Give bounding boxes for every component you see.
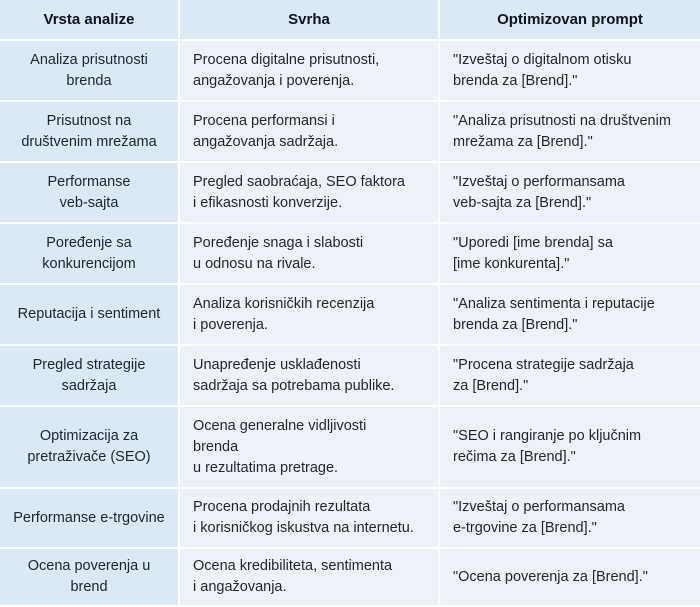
cell-type — [0, 102, 178, 161]
type-text: Ocena poverenja u brend — [27, 558, 151, 595]
purpose-text: Procena prodajnih rezultata i korisničkog iskustva na internetu. — [193, 499, 414, 536]
cell-prompt — [438, 41, 700, 100]
prompt-text: "Analiza prisutnosti na društvenim mrežama za [Brend]." — [453, 112, 671, 150]
type-text: Poređenje sa konkurencijom — [42, 234, 136, 272]
cell-purpose — [178, 224, 438, 283]
cell-prompt — [438, 224, 700, 283]
cell-type — [0, 285, 178, 344]
header-prompt: Optimizovan prompt — [438, 0, 700, 39]
purpose-text: Pregled saobraćaja, SEO faktora i efikasnosti konverzije. — [193, 173, 405, 211]
cell-purpose — [178, 285, 438, 344]
prompt-text: "Izveštaj o performansama e-trgovine za [Brend]." — [453, 499, 625, 536]
cell-purpose — [178, 549, 438, 605]
cell-prompt — [438, 285, 700, 344]
type-text: Performanse e-trgovine — [13, 509, 165, 526]
type-text: Analiza prisutnosti brenda — [30, 51, 148, 89]
cell-type — [0, 407, 178, 487]
purpose-text: Procena digitalne prisutnosti, angažovanja i poverenja. — [193, 51, 380, 89]
table-row — [0, 285, 700, 346]
table-row — [0, 549, 700, 607]
cell-type — [0, 346, 178, 405]
type-text: Optimizacija za pretraživače (SEO) — [27, 428, 151, 465]
prompt-text: "Izveštaj o digitalnom otisku brenda za [Brend]." — [453, 51, 632, 89]
cell-prompt — [438, 407, 700, 487]
cell-type — [0, 224, 178, 283]
purpose-text: Unapređenje usklađenosti sadržaja sa potrebama publike. — [193, 356, 395, 394]
header-type: Vrsta analize — [0, 0, 178, 39]
cell-purpose — [178, 489, 438, 547]
prompt-text: "Uporedi [ime brenda] sa [ime konkurenta]." — [453, 234, 613, 272]
table-row — [0, 41, 700, 102]
purpose-text: Ocena kredibiliteta, sentimenta i angažovanja. — [193, 558, 393, 595]
table-header-row — [0, 0, 700, 41]
table-row — [0, 346, 700, 407]
prompt-text: "SEO i rangiranje po ključnim rečima za [Brend]." — [453, 428, 642, 465]
prompt-text: "Izveštaj o performansama veb-sajta za [Brend]." — [453, 173, 625, 211]
purpose-text: Ocena generalne vidljivosti brenda u rezultatima pretrage. — [193, 417, 367, 476]
cell-type — [0, 549, 178, 605]
cell-type — [0, 489, 178, 547]
prompt-text: "Analiza sentimenta i reputacije brenda za [Brend]." — [453, 295, 655, 333]
type-text: Reputacija i sentiment — [17, 306, 161, 322]
prompt-text: "Ocena poverenja za [Brend]." — [453, 568, 648, 585]
table-row — [0, 224, 700, 285]
table-row — [0, 102, 700, 163]
cell-prompt — [438, 489, 700, 547]
purpose-text: Analiza korisničkih recenzija i poverenja. — [193, 295, 375, 333]
table-row — [0, 489, 700, 549]
cell-purpose — [178, 102, 438, 161]
cell-prompt — [438, 163, 700, 222]
cell-purpose — [178, 41, 438, 100]
cell-prompt — [438, 549, 700, 605]
type-text: Prisutnost na društvenim mrežama — [21, 112, 157, 150]
cell-type — [0, 163, 178, 222]
cell-purpose — [178, 163, 438, 222]
type-text: Performanse veb-sajta — [47, 173, 131, 211]
prompt-text: "Procena strategije sadržaja za [Brend]." — [453, 356, 634, 394]
cell-prompt — [438, 102, 700, 161]
purpose-text: Procena performansi i angažovanja sadržaja. — [193, 112, 339, 150]
header-purpose: Svrha — [178, 0, 438, 39]
cell-purpose — [178, 346, 438, 405]
cell-prompt — [438, 346, 700, 405]
purpose-text: Poređenje snaga i slabosti u odnosu na rivale. — [193, 234, 364, 272]
table-row — [0, 407, 700, 489]
table-row — [0, 163, 700, 224]
type-text: Pregled strategije sadržaja — [32, 356, 146, 394]
cell-purpose — [178, 407, 438, 487]
cell-type — [0, 41, 178, 100]
